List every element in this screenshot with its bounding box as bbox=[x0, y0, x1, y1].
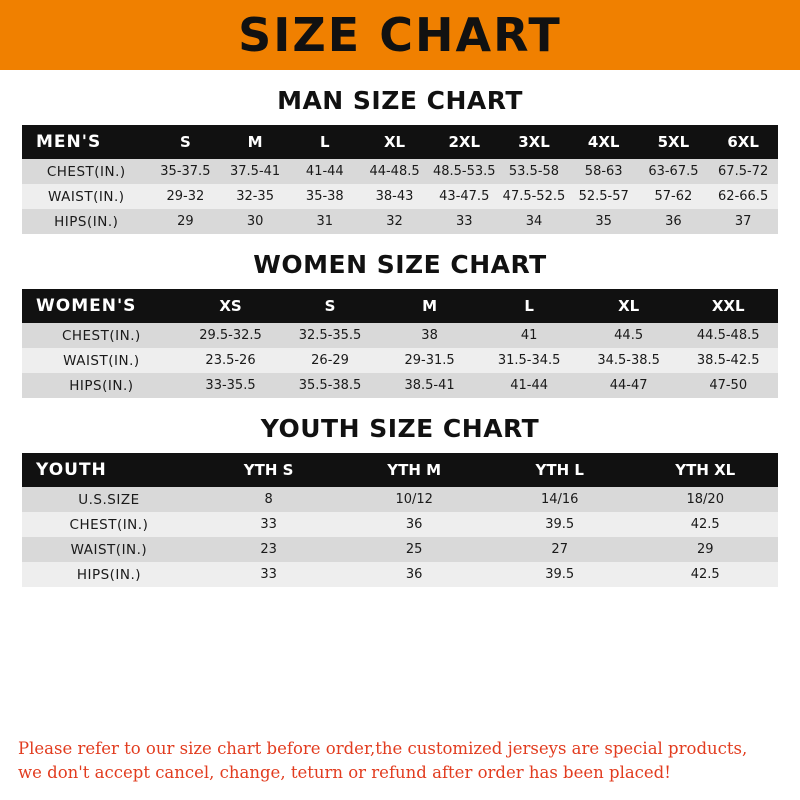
women-size-table bbox=[22, 289, 778, 398]
table-cell: 62-66.5 bbox=[708, 184, 778, 209]
table-cell: 23.5-26 bbox=[181, 348, 281, 373]
row-label: U.S.SIZE bbox=[22, 487, 196, 512]
table-cell: 36 bbox=[341, 512, 487, 537]
table-cell: 63-67.5 bbox=[639, 159, 709, 184]
table-cell: 33 bbox=[196, 512, 342, 537]
table-cell: 31 bbox=[290, 209, 360, 234]
table-row bbox=[22, 209, 778, 234]
column-header: 4XL bbox=[569, 125, 639, 159]
table-cell: 53.5-58 bbox=[499, 159, 569, 184]
table-row bbox=[22, 562, 778, 587]
footer-line-1: Please refer to our size chart before order,the customized jerseys are special products, bbox=[18, 738, 748, 758]
table-header-row bbox=[22, 125, 778, 159]
table-cell: 34 bbox=[499, 209, 569, 234]
table-cell: 38.5-42.5 bbox=[678, 348, 778, 373]
table-cell: 41 bbox=[479, 323, 579, 348]
table-cell: 35-38 bbox=[290, 184, 360, 209]
table-cell: 33-35.5 bbox=[181, 373, 281, 398]
column-header: YTH M bbox=[341, 453, 487, 487]
table-cell: 25 bbox=[341, 537, 487, 562]
column-header: L bbox=[290, 125, 360, 159]
table-row bbox=[22, 323, 778, 348]
table-header-row bbox=[22, 453, 778, 487]
column-header: XXL bbox=[678, 289, 778, 323]
table-cell: 43-47.5 bbox=[429, 184, 499, 209]
table-row bbox=[22, 512, 778, 537]
table-cell: 36 bbox=[639, 209, 709, 234]
table-corner-label: YOUTH bbox=[22, 453, 196, 487]
table-cell: 42.5 bbox=[632, 512, 778, 537]
table-cell: 47-50 bbox=[678, 373, 778, 398]
table-cell: 44-47 bbox=[579, 373, 679, 398]
row-label: CHEST(IN.) bbox=[22, 159, 151, 184]
table-cell: 33 bbox=[429, 209, 499, 234]
section-man bbox=[0, 86, 800, 234]
table-cell: 39.5 bbox=[487, 512, 633, 537]
table-cell: 23 bbox=[196, 537, 342, 562]
section-title-youth: YOUTH SIZE CHART bbox=[260, 414, 540, 443]
page-title: SIZE CHART bbox=[238, 8, 562, 62]
table-cell: 48.5-53.5 bbox=[429, 159, 499, 184]
table-cell: 31.5-34.5 bbox=[479, 348, 579, 373]
table-cell: 10/12 bbox=[341, 487, 487, 512]
table-cell: 37.5-41 bbox=[220, 159, 290, 184]
table-cell: 26-29 bbox=[280, 348, 380, 373]
table-header-row bbox=[22, 289, 778, 323]
table-row bbox=[22, 487, 778, 512]
column-header: XL bbox=[579, 289, 679, 323]
row-label: WAIST(IN.) bbox=[22, 184, 151, 209]
youth-size-table bbox=[22, 453, 778, 587]
table-cell: 29-32 bbox=[151, 184, 221, 209]
table-cell: 35 bbox=[569, 209, 639, 234]
table-cell: 44.5 bbox=[579, 323, 679, 348]
section-title-women: WOMEN SIZE CHART bbox=[253, 250, 547, 279]
column-header: YTH L bbox=[487, 453, 633, 487]
table-cell: 42.5 bbox=[632, 562, 778, 587]
men-size-table bbox=[22, 125, 778, 234]
table-row bbox=[22, 537, 778, 562]
table-cell: 35.5-38.5 bbox=[280, 373, 380, 398]
row-label: HIPS(IN.) bbox=[22, 373, 181, 398]
column-header: M bbox=[380, 289, 480, 323]
column-header: S bbox=[151, 125, 221, 159]
table-cell: 8 bbox=[196, 487, 342, 512]
column-header: XS bbox=[181, 289, 281, 323]
column-header: L bbox=[479, 289, 579, 323]
table-cell: 29 bbox=[632, 537, 778, 562]
column-header: 2XL bbox=[429, 125, 499, 159]
column-header: S bbox=[280, 289, 380, 323]
column-header: 3XL bbox=[499, 125, 569, 159]
footer-line-2: we don't accept cancel, change, teturn or refund after order has been placed! bbox=[18, 763, 671, 783]
table-cell: 27 bbox=[487, 537, 633, 562]
table-cell: 47.5-52.5 bbox=[499, 184, 569, 209]
column-header: 5XL bbox=[639, 125, 709, 159]
table-cell: 44.5-48.5 bbox=[678, 323, 778, 348]
section-title-man: MAN SIZE CHART bbox=[277, 86, 523, 115]
table-corner-label: WOMEN'S bbox=[22, 289, 181, 323]
section-women bbox=[0, 250, 800, 398]
column-header: M bbox=[220, 125, 290, 159]
table-cell: 58-63 bbox=[569, 159, 639, 184]
table-row bbox=[22, 348, 778, 373]
table-cell: 37 bbox=[708, 209, 778, 234]
footer-note bbox=[0, 727, 800, 800]
column-header: YTH S bbox=[196, 453, 342, 487]
table-cell: 38 bbox=[380, 323, 480, 348]
table-cell: 33 bbox=[196, 562, 342, 587]
table-cell: 41-44 bbox=[479, 373, 579, 398]
table-cell: 18/20 bbox=[632, 487, 778, 512]
row-label: CHEST(IN.) bbox=[22, 512, 196, 537]
row-label: WAIST(IN.) bbox=[22, 537, 196, 562]
table-cell: 32.5-35.5 bbox=[280, 323, 380, 348]
table-cell: 34.5-38.5 bbox=[579, 348, 679, 373]
table-cell: 38-43 bbox=[360, 184, 430, 209]
row-label: HIPS(IN.) bbox=[22, 562, 196, 587]
table-cell: 35-37.5 bbox=[151, 159, 221, 184]
row-label: HIPS(IN.) bbox=[22, 209, 151, 234]
table-cell: 29 bbox=[151, 209, 221, 234]
row-label: CHEST(IN.) bbox=[22, 323, 181, 348]
table-row bbox=[22, 373, 778, 398]
table-cell: 41-44 bbox=[290, 159, 360, 184]
header-bar bbox=[0, 0, 800, 70]
table-cell: 36 bbox=[341, 562, 487, 587]
table-corner-label: MEN'S bbox=[22, 125, 151, 159]
table-cell: 57-62 bbox=[639, 184, 709, 209]
table-row bbox=[22, 184, 778, 209]
table-cell: 44-48.5 bbox=[360, 159, 430, 184]
table-cell: 29-31.5 bbox=[380, 348, 480, 373]
table-cell: 52.5-57 bbox=[569, 184, 639, 209]
column-header: YTH XL bbox=[632, 453, 778, 487]
table-cell: 29.5-32.5 bbox=[181, 323, 281, 348]
table-cell: 39.5 bbox=[487, 562, 633, 587]
table-cell: 32-35 bbox=[220, 184, 290, 209]
table-cell: 14/16 bbox=[487, 487, 633, 512]
table-cell: 38.5-41 bbox=[380, 373, 480, 398]
table-cell: 67.5-72 bbox=[708, 159, 778, 184]
table-cell: 32 bbox=[360, 209, 430, 234]
table-row bbox=[22, 159, 778, 184]
section-youth bbox=[0, 414, 800, 587]
row-label: WAIST(IN.) bbox=[22, 348, 181, 373]
column-header: 6XL bbox=[708, 125, 778, 159]
table-cell: 30 bbox=[220, 209, 290, 234]
column-header: XL bbox=[360, 125, 430, 159]
